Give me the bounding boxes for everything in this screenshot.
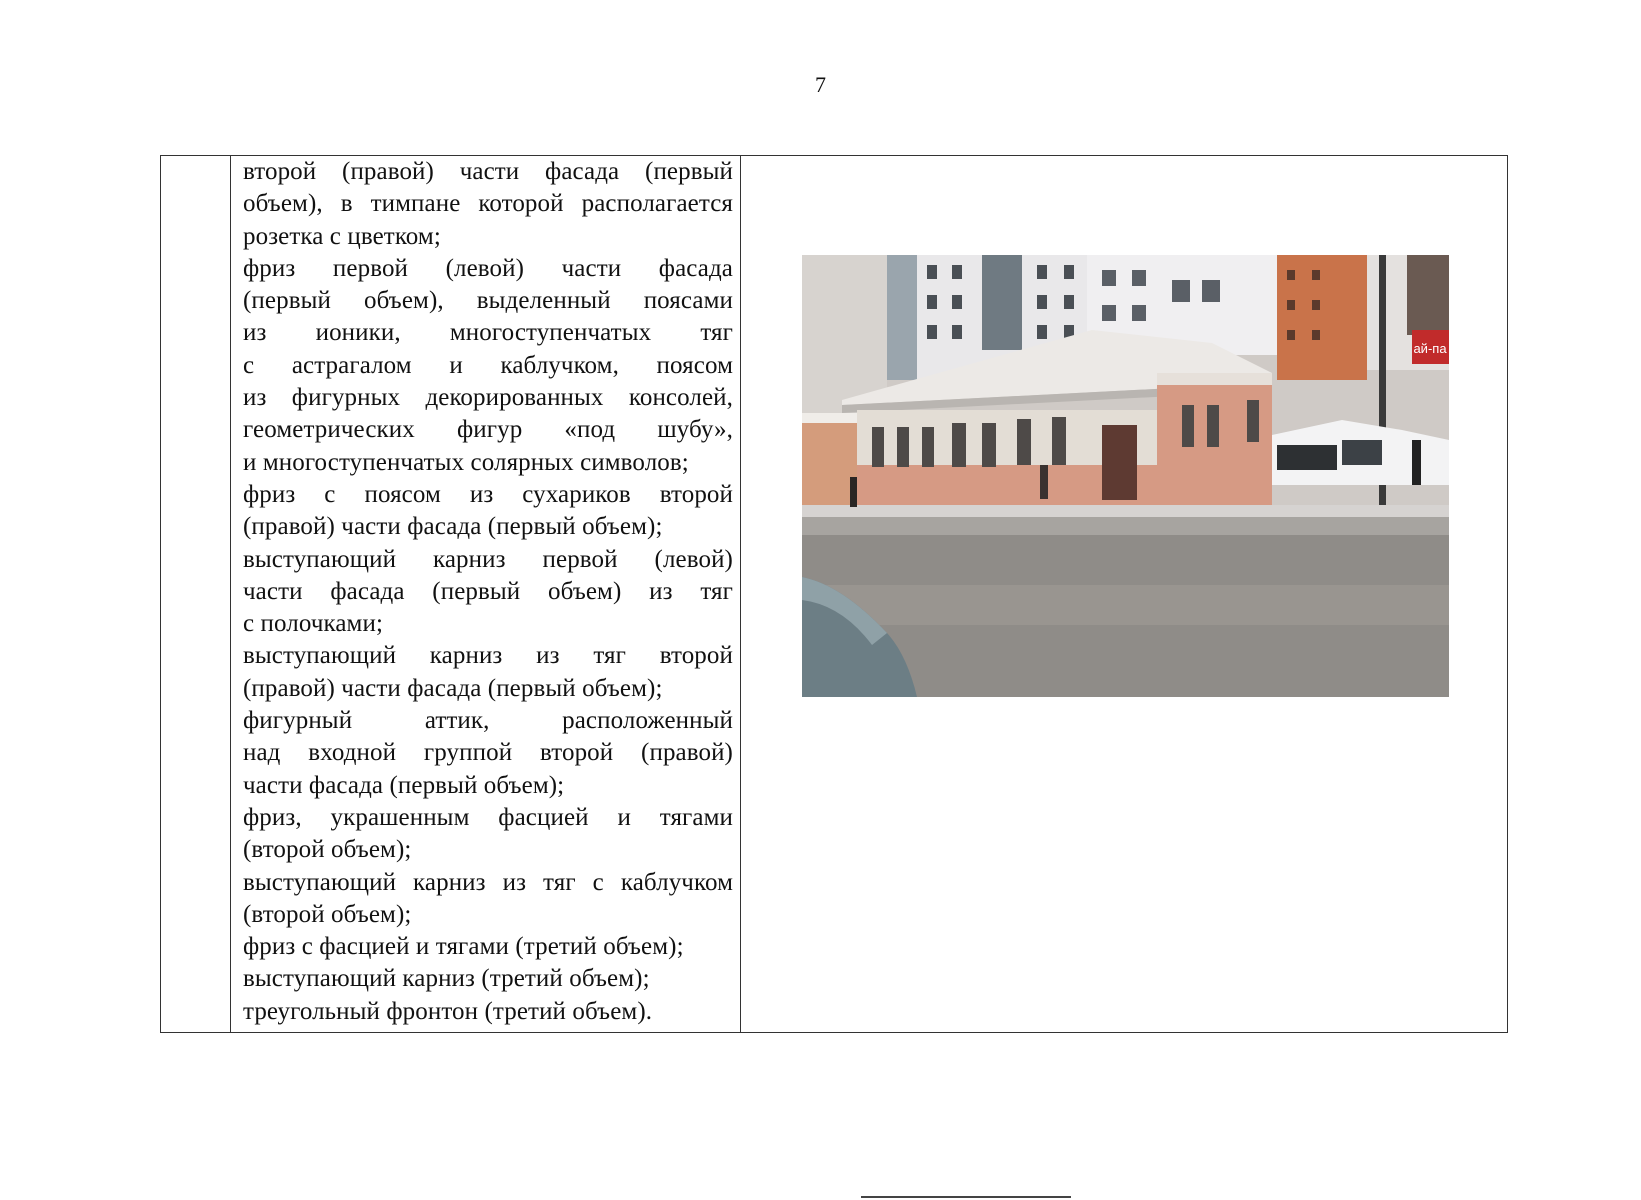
store-sign-text: ай-па bbox=[1413, 341, 1447, 356]
footer-rule bbox=[861, 1196, 1071, 1198]
column-divider-photo bbox=[740, 156, 741, 1032]
description-line: фигурный аттик, расположенный bbox=[243, 707, 733, 735]
description-line: (правой) части фасада (первый объем); bbox=[243, 674, 663, 702]
description-cell bbox=[243, 156, 733, 1028]
description-table bbox=[160, 155, 1508, 1033]
description-line: из фигурных декорированных консолей, bbox=[243, 384, 733, 412]
description-line: выступающий карниз из тяг второй bbox=[243, 642, 733, 670]
description-line: и многоступенчатых солярных символов; bbox=[243, 448, 689, 476]
description-line: фриз первой (левой) части фасада bbox=[243, 254, 733, 282]
description-line: (второй объем); bbox=[243, 900, 412, 928]
description-line: из ионики, многоступенчатых тяг bbox=[243, 319, 733, 347]
column-divider-number bbox=[230, 156, 231, 1032]
description-line: второй (правой) части фасада (первый bbox=[243, 158, 733, 185]
description-line: (первый объем), выделенный поясами bbox=[243, 287, 733, 315]
description-line: части фасада (первый объем); bbox=[243, 771, 565, 799]
description-line: объем), в тимпане которой располагается bbox=[243, 190, 733, 218]
description-line: (правой) части фасада (первый объем); bbox=[243, 513, 663, 541]
building-photo-image bbox=[802, 255, 1449, 697]
description-line: выступающий карниз (третий объем); bbox=[243, 965, 650, 993]
description-line: геометрических фигур «под шубу», bbox=[243, 416, 733, 444]
description-line: треугольный фронтон (третий объем). bbox=[243, 997, 653, 1025]
page-number: 7 bbox=[815, 72, 826, 97]
description-line: фриз с фасцией и тягами (третий объем); bbox=[243, 933, 684, 961]
description-line: розетка с цветком; bbox=[243, 222, 441, 250]
building-photo bbox=[802, 255, 1449, 697]
description-line: части фасада (первый объем) из тяг bbox=[243, 577, 733, 605]
description-line: с астрагалом и каблучком, поясом bbox=[243, 351, 733, 379]
description-line: выступающий карниз первой (левой) bbox=[243, 545, 733, 573]
description-line: (второй объем); bbox=[243, 836, 412, 864]
description-line: выступающий карниз из тяг с каблучком bbox=[243, 868, 733, 896]
description-line: фриз, украшенным фасцией и тягами bbox=[243, 803, 733, 831]
description-line: над входной группой второй (правой) bbox=[243, 739, 733, 767]
description-line: фриз с поясом из сухариков второй bbox=[243, 480, 733, 508]
description-line: с полочками; bbox=[243, 610, 384, 638]
